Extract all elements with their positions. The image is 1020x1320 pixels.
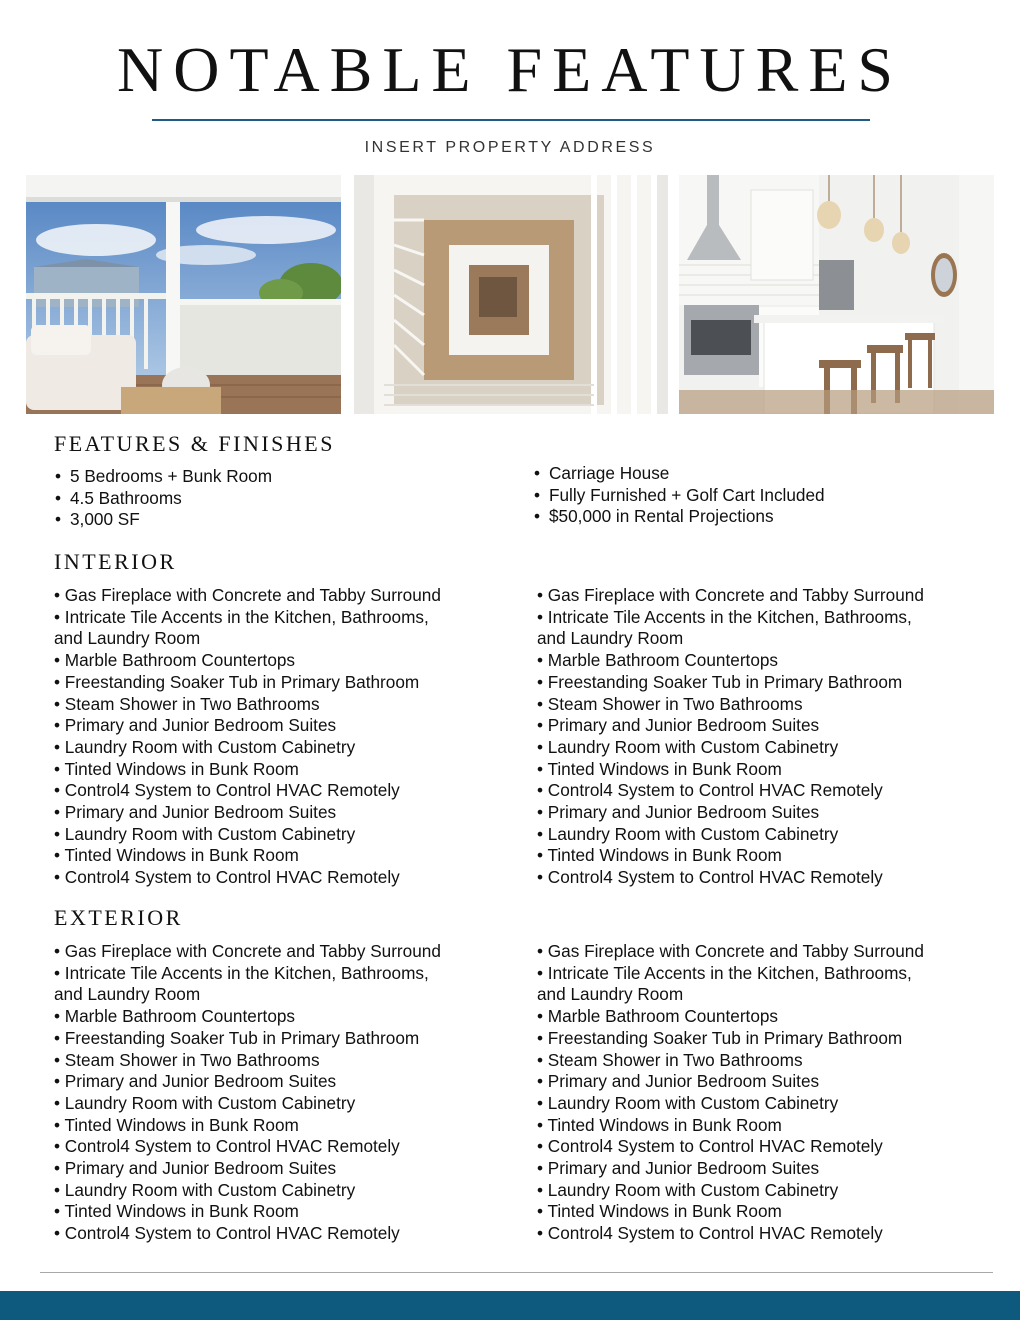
list-item: • Control4 System to Control HVAC Remotely [537, 1223, 883, 1244]
list-item: and Laundry Room [537, 984, 684, 1005]
staircase-photo [354, 175, 668, 414]
list-item: • Intricate Tile Accents in the Kitchen, Bathrooms, [537, 606, 912, 627]
title-divider [152, 119, 870, 121]
list-item: and Laundry Room [54, 984, 201, 1005]
exterior-list-left [54, 941, 441, 1245]
list-item: • Control4 System to Control HVAC Remotely [537, 780, 883, 801]
list-item: • Laundry Room with Custom Cabinetry [537, 1179, 839, 1200]
list-item: • Laundry Room with Custom Cabinetry [537, 823, 839, 844]
kitchen-photo [679, 175, 994, 414]
list-item: • Primary and Junior Bedroom Suites [54, 1071, 337, 1092]
property-address: INSERT PROPERTY ADDRESS [364, 139, 656, 156]
list-item: • Tinted Windows in Bunk Room [54, 1114, 299, 1135]
list-item: • Intricate Tile Accents in the Kitchen, Bathrooms, [54, 606, 429, 627]
list-item: • Marble Bathroom Countertops [537, 1006, 779, 1027]
features-list-right [533, 463, 825, 528]
list-item: • Primary and Junior Bedroom Suites [537, 1158, 820, 1179]
interior-list-right [537, 585, 924, 889]
list-item: • Tinted Windows in Bunk Room [54, 845, 299, 866]
list-item: • Primary and Junior Bedroom Suites [54, 715, 337, 736]
list-item: • Laundry Room with Custom Cabinetry [54, 1179, 356, 1200]
list-item: • Control4 System to Control HVAC Remotely [54, 1223, 400, 1244]
list-item: • Fully Furnished + Golf Cart Included [533, 485, 825, 507]
list-item: • Intricate Tile Accents in the Kitchen, Bathrooms, [537, 962, 912, 983]
list-item: • Steam Shower in Two Bathrooms [537, 1049, 803, 1070]
list-item: • Freestanding Soaker Tub in Primary Bathroom [54, 1027, 420, 1048]
footer-bar [0, 1291, 1020, 1320]
list-item: • Carriage House [533, 463, 825, 485]
list-item: • Gas Fireplace with Concrete and Tabby Surround [54, 941, 441, 961]
list-item: • Steam Shower in Two Bathrooms [537, 693, 803, 714]
list-item: • $50,000 in Rental Projections [533, 506, 825, 528]
list-item: • 5 Bedrooms + Bunk Room [54, 466, 272, 488]
list-item: • 3,000 SF [54, 509, 272, 531]
list-item: • Gas Fireplace with Concrete and Tabby Surround [537, 941, 924, 961]
page-title: NOTABLE FEATURES [117, 34, 903, 105]
list-item: • Primary and Junior Bedroom Suites [537, 715, 820, 736]
list-item: • Steam Shower in Two Bathrooms [54, 1049, 320, 1070]
list-item: • Tinted Windows in Bunk Room [537, 1201, 782, 1222]
list-item: • Gas Fireplace with Concrete and Tabby Surround [537, 585, 924, 605]
list-item: • Marble Bathroom Countertops [537, 650, 779, 671]
list-item: • Gas Fireplace with Concrete and Tabby Surround [54, 585, 441, 605]
list-item: • Tinted Windows in Bunk Room [54, 1201, 299, 1222]
list-item: • Freestanding Soaker Tub in Primary Bathroom [537, 671, 903, 692]
footer-divider [40, 1272, 993, 1273]
list-item: • Freestanding Soaker Tub in Primary Bathroom [54, 671, 420, 692]
interior-heading: INTERIOR [54, 549, 177, 574]
list-item: • Tinted Windows in Bunk Room [54, 758, 299, 779]
features-heading: FEATURES & FINISHES [54, 431, 335, 456]
list-item: • Marble Bathroom Countertops [54, 1006, 296, 1027]
features-list-left [54, 466, 272, 531]
list-item: • Primary and Junior Bedroom Suites [54, 802, 337, 823]
list-item: • Tinted Windows in Bunk Room [537, 1114, 782, 1135]
list-item: • Control4 System to Control HVAC Remotely [54, 780, 400, 801]
list-item: • Primary and Junior Bedroom Suites [54, 1158, 337, 1179]
list-item: • Steam Shower in Two Bathrooms [54, 693, 320, 714]
porch-photo [26, 175, 341, 414]
list-item: and Laundry Room [537, 628, 684, 649]
exterior-heading: EXTERIOR [54, 905, 183, 930]
list-item: • Tinted Windows in Bunk Room [537, 758, 782, 779]
list-item: • Marble Bathroom Countertops [54, 650, 296, 671]
list-item: and Laundry Room [54, 628, 201, 649]
exterior-list-right [537, 941, 924, 1245]
list-item: • Primary and Junior Bedroom Suites [537, 802, 820, 823]
list-item: • Control4 System to Control HVAC Remotely [537, 867, 883, 888]
list-item: • Freestanding Soaker Tub in Primary Bathroom [537, 1027, 903, 1048]
list-item: • 4.5 Bathrooms [54, 488, 272, 510]
list-item: • Laundry Room with Custom Cabinetry [54, 736, 356, 757]
list-item: • Laundry Room with Custom Cabinetry [54, 823, 356, 844]
list-item: • Control4 System to Control HVAC Remotely [54, 1136, 400, 1157]
list-item: • Primary and Junior Bedroom Suites [537, 1071, 820, 1092]
list-item: • Laundry Room with Custom Cabinetry [54, 1092, 356, 1113]
list-item: • Laundry Room with Custom Cabinetry [537, 736, 839, 757]
list-item: • Tinted Windows in Bunk Room [537, 845, 782, 866]
list-item: • Laundry Room with Custom Cabinetry [537, 1092, 839, 1113]
interior-list-left [54, 585, 441, 889]
list-item: • Control4 System to Control HVAC Remotely [54, 867, 400, 888]
list-item: • Control4 System to Control HVAC Remotely [537, 1136, 883, 1157]
list-item: • Intricate Tile Accents in the Kitchen, Bathrooms, [54, 962, 429, 983]
